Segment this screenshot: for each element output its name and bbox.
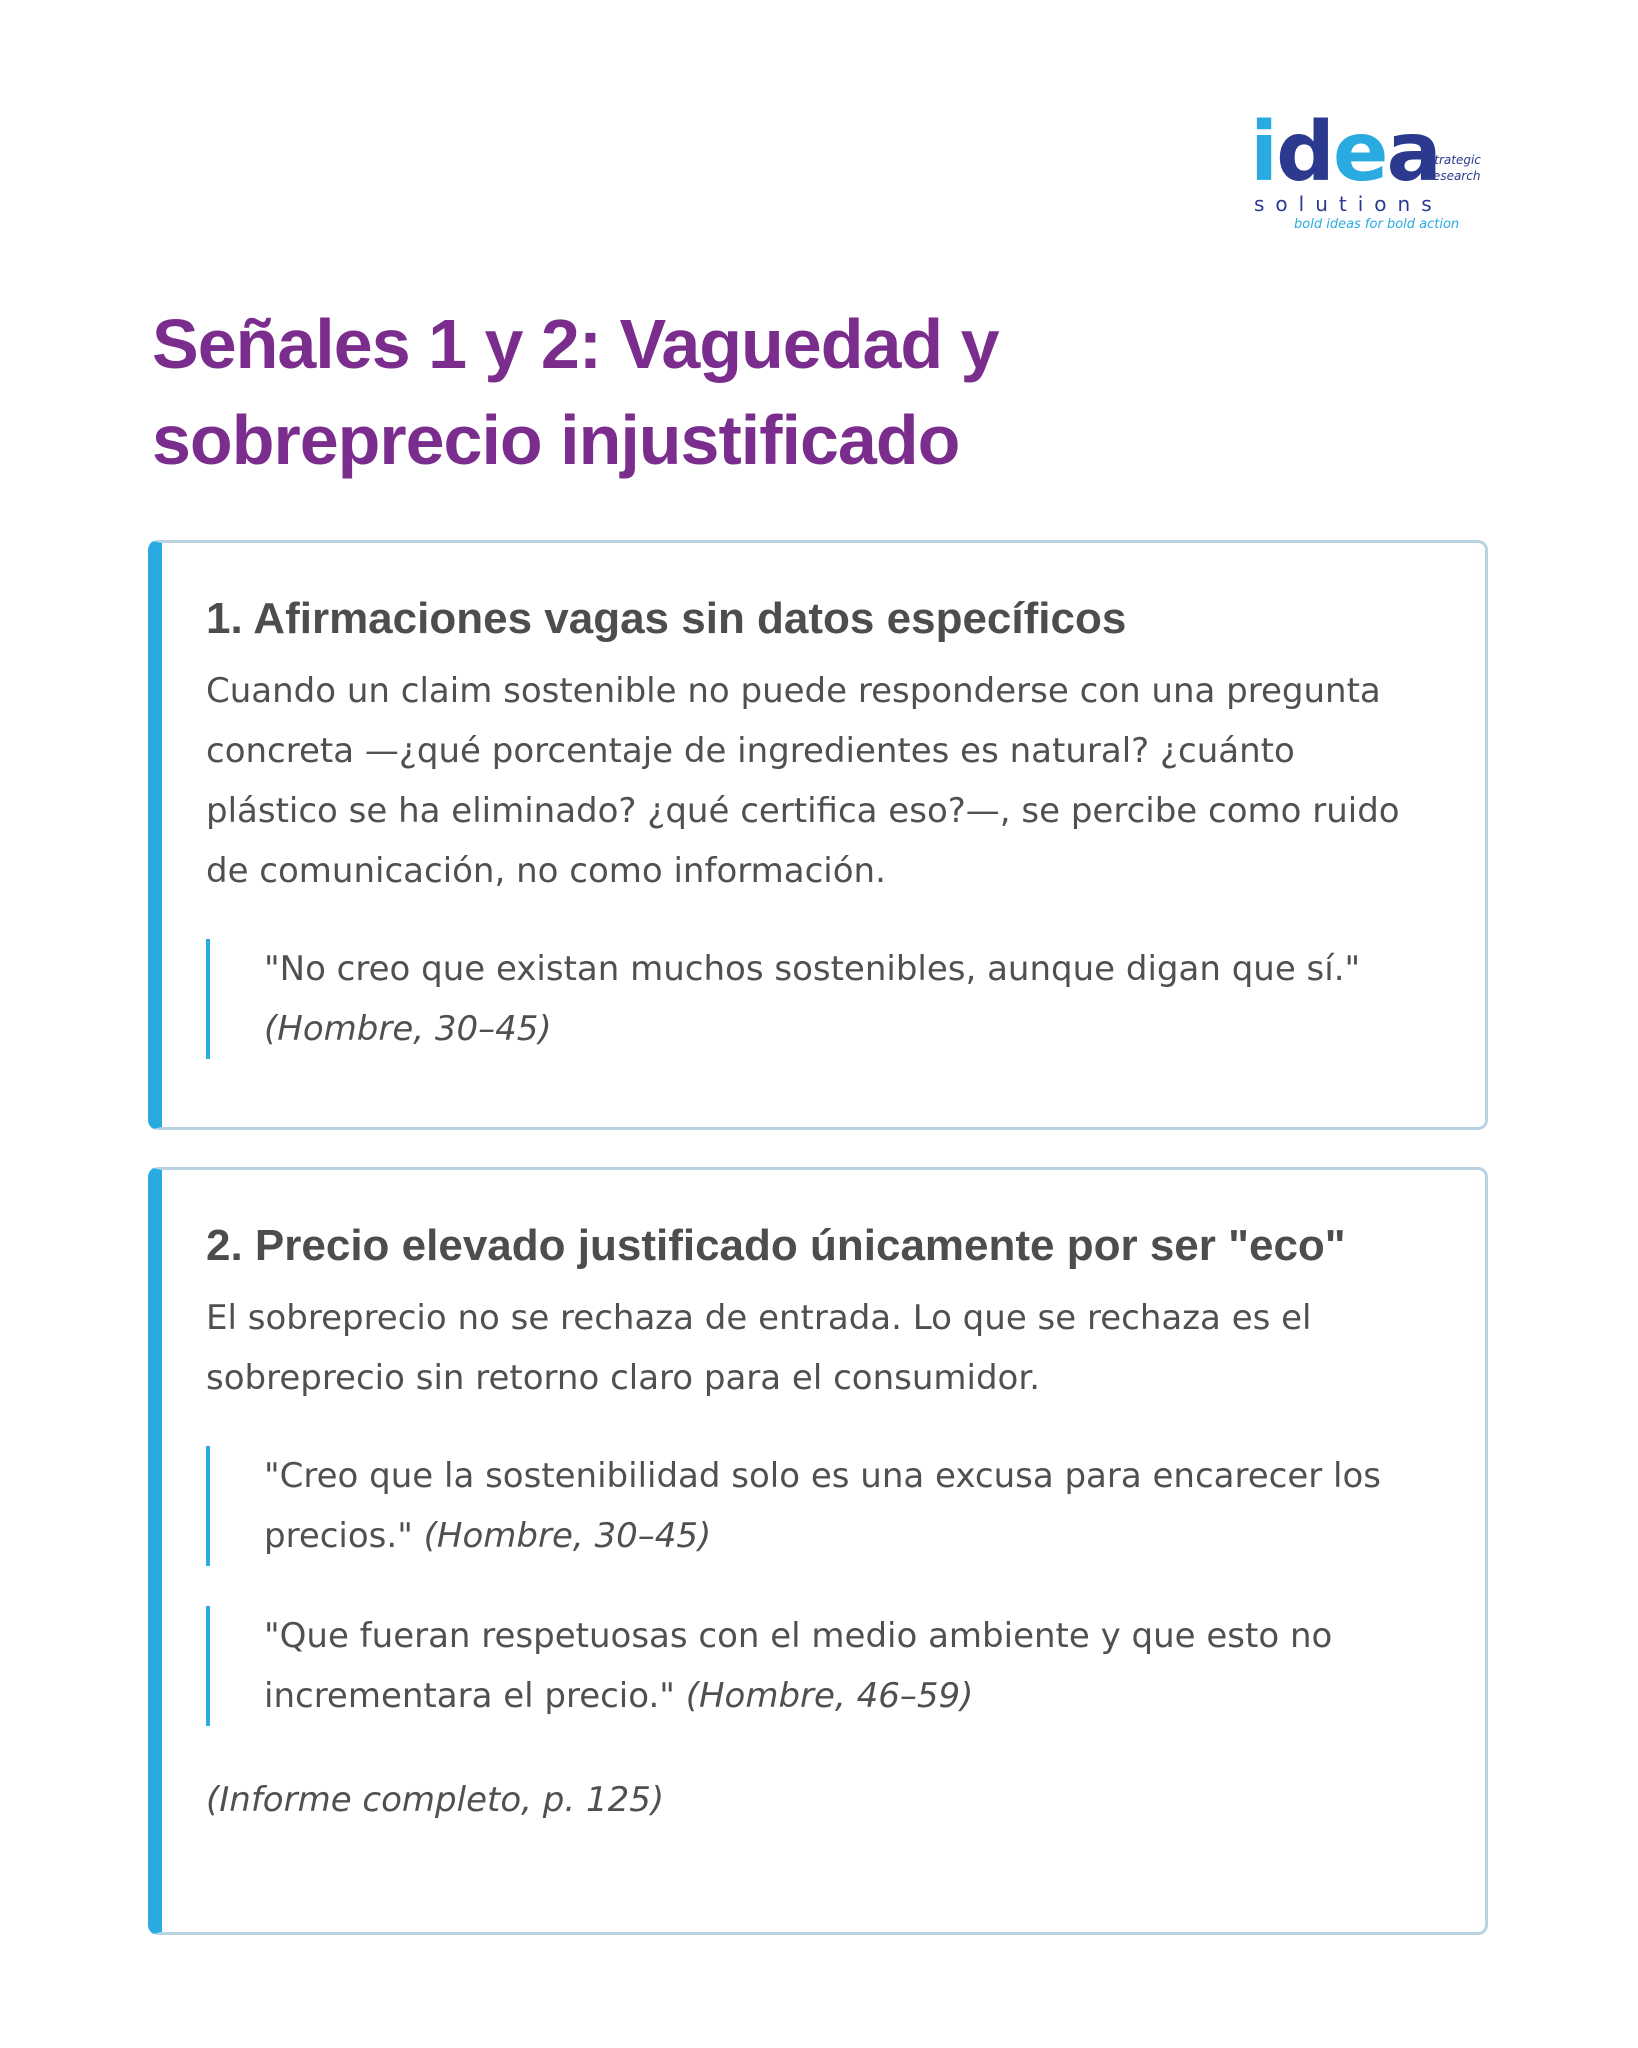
logo-letter-e: e	[1332, 105, 1387, 200]
company-logo	[1250, 105, 1490, 236]
logo-wordmark	[1250, 105, 1440, 200]
logo-tagline	[1428, 152, 1481, 184]
logo-solutions: solutions	[1254, 192, 1443, 216]
quote-text: "Creo que la sostenibilidad solo es una excusa para encarecer los precios."	[264, 1456, 1382, 1556]
logo-slogan: bold ideas for bold action	[1294, 217, 1460, 232]
page-title: Señales 1 y 2: Vaguedad y sobreprecio injustificado	[152, 305, 999, 479]
quote-text: "No creo que existan muchos sostenibles, aunque digan que sí."	[264, 949, 1361, 989]
card-description: Cuando un claim sostenible no puede responderse con una pregunta concreta —¿qué porcentaje de ingredientes es natural? ¿cuánto plástico se ha eliminado? ¿qué certifica eso?—, se percibe como ruido de comunicación, no como información.	[206, 671, 1400, 891]
quote-attribution: (Hombre, 30–45)	[423, 1516, 712, 1556]
logo-tagline-line-2: research	[1428, 169, 1481, 183]
logo-letter-i: i	[1250, 105, 1277, 200]
blockquote	[206, 1606, 1425, 1726]
signal-card-2	[148, 1167, 1488, 1935]
signal-card-1	[148, 540, 1488, 1130]
quote-attribution: (Hombre, 30–45)	[264, 1009, 552, 1049]
logo-letter-a: a	[1386, 105, 1440, 200]
blockquote	[206, 1446, 1425, 1566]
logo-tagline-line-1: strategic	[1428, 153, 1481, 167]
source-reference: (Informe completo, p. 125)	[206, 1780, 665, 1820]
card-heading: 1. Afirmaciones vagas sin datos específicos	[206, 594, 1127, 643]
quote-attribution: (Hombre, 46–59)	[685, 1676, 974, 1716]
logo-letter-d: d	[1276, 105, 1333, 200]
blockquote	[206, 939, 1425, 1059]
card-heading: 2. Precio elevado justificado únicamente por ser "eco"	[206, 1221, 1346, 1270]
quote-text: "Que fueran respetuosas con el medio ambiente y que esto no incrementara el precio."	[264, 1616, 1333, 1716]
card-description: El sobreprecio no se rechaza de entrada. Lo que se rechaza es el sobreprecio sin retorno claro para el consumidor.	[206, 1298, 1312, 1398]
